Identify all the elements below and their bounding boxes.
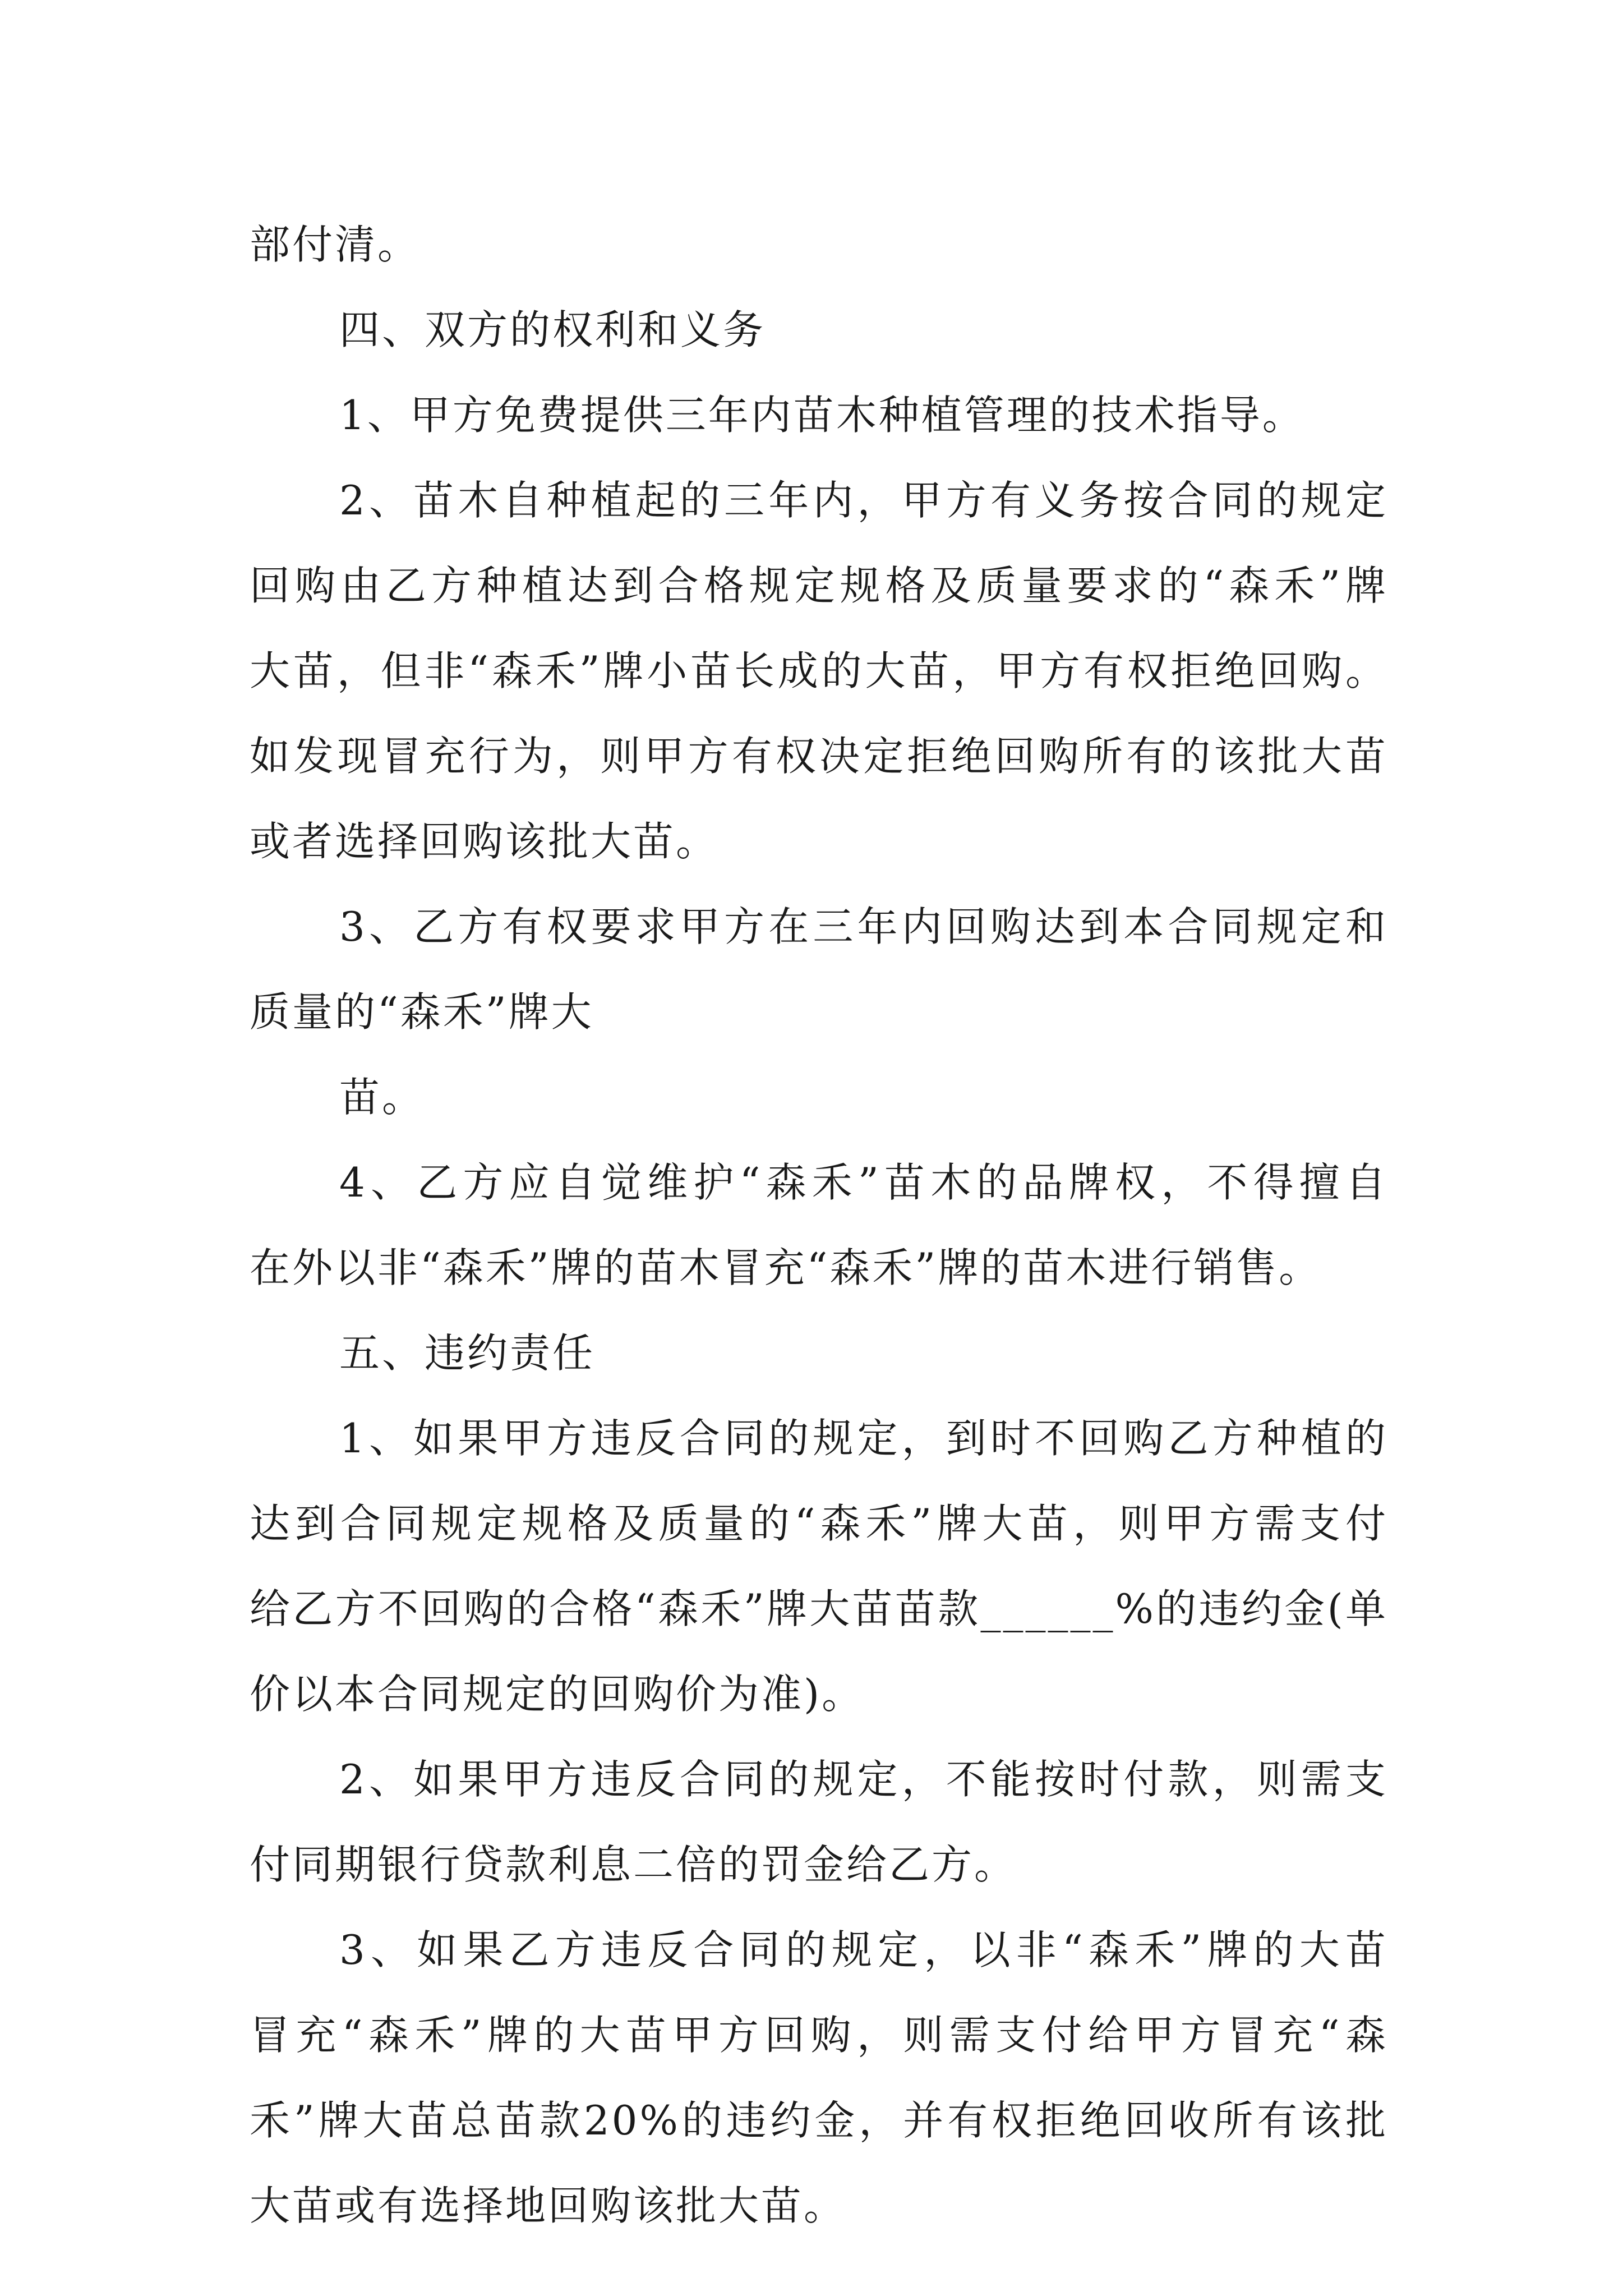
text-line: 3、如果乙方违反合同的规定，以非“森禾”牌的大苗: [339, 1926, 1388, 1973]
text-line: 达到合同规定规格及质量的“森禾”牌大苗，则甲方需支付: [250, 1500, 1388, 1547]
text-line: 如发现冒充行为，则甲方有权决定拒绝回购所有的该批大苗: [250, 733, 1388, 780]
text-line: 回购由乙方种植达到合格规定规格及质量要求的“森禾”牌: [250, 562, 1388, 609]
text-line: 冒充“森禾”牌的大苗甲方回购，则需支付给甲方冒充“森: [250, 2012, 1388, 2059]
text-line: 1、甲方免费提供三年内苗木种植管理的技术指导。: [339, 392, 1305, 439]
text-line: 大苗，但非“森禾”牌小苗长成的大苗，甲方有权拒绝回购。: [250, 647, 1388, 694]
text-line: 在外以非“森禾”牌的苗木冒充“森禾”牌的苗木进行销售。: [250, 1244, 1322, 1291]
text-line: 付同期银行贷款利息二倍的罚金给乙方。: [250, 1841, 1017, 1888]
text-line: 禾”牌大苗总苗款20%的违约金，并有权拒绝回收所有该批: [250, 2097, 1388, 2144]
section-heading: 五、违约责任: [339, 1329, 596, 1377]
text-line: 质量的“森禾”牌大: [250, 988, 594, 1036]
text-line: 3、乙方有权要求甲方在三年内回购达到本合同规定和: [339, 903, 1388, 950]
text-line: 价以本合同规定的回购价为准)。: [250, 1671, 865, 1718]
text-line: 或者选择回购该批大苗。: [250, 818, 719, 865]
section-heading: 四、双方的权利和义务: [339, 306, 766, 353]
text-line: 苗。: [339, 1074, 425, 1121]
text-line: 2、如果甲方违反合同的规定，不能按时付款，则需支: [339, 1756, 1388, 1803]
text-line: 4、乙方应自觉维护“森禾”苗木的品牌权，不得擅自: [339, 1159, 1388, 1206]
text-line: 大苗或有选择地回购该批大苗。: [250, 2182, 847, 2229]
text-line: 给乙方不回购的合格“森禾”牌大苗苗款______%的违约金(单: [250, 1585, 1388, 1632]
text-line: 2、苗木自种植起的三年内，甲方有义务按合同的规定: [339, 477, 1388, 524]
text-line: 1、如果甲方违反合同的规定，到时不回购乙方种植的: [339, 1415, 1388, 1462]
document-body: [250, 202, 1388, 2248]
text-line: 部付清。: [250, 221, 421, 268]
